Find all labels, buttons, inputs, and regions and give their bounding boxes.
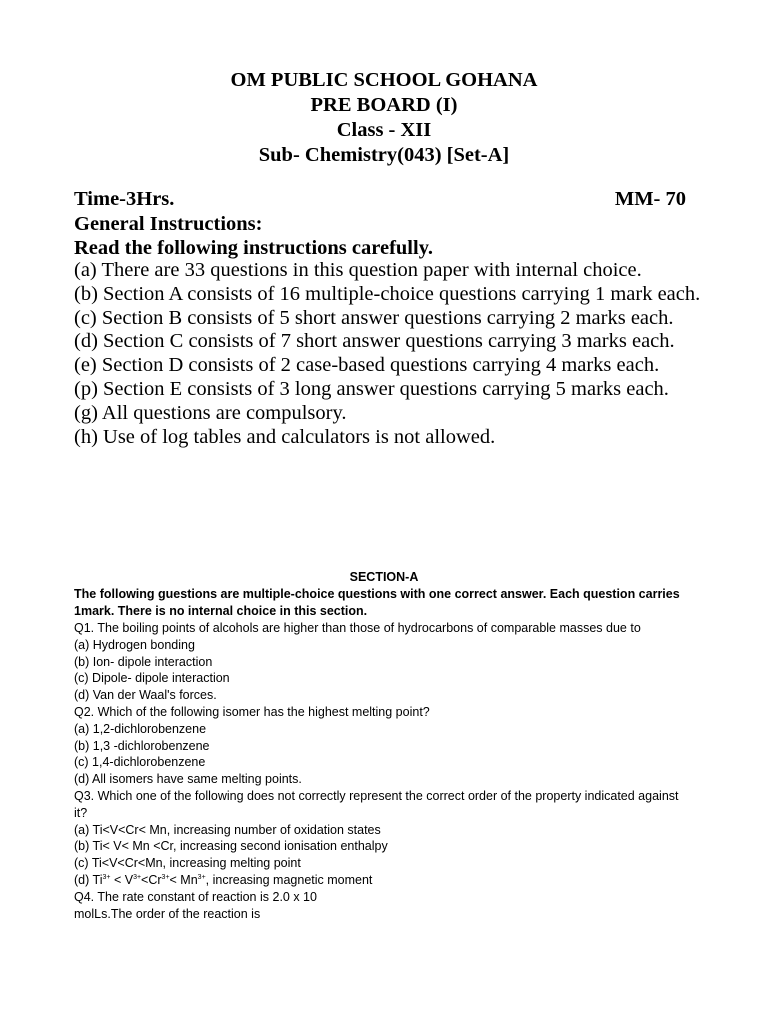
charge-superscript: 3+ xyxy=(102,873,111,881)
question-3-option: (c) Ti<V<Cr<Mn, increasing melting point xyxy=(74,856,301,871)
option-d-part: < V xyxy=(110,872,134,887)
instruction-item: (e) Section D consists of 2 case-based questions carrying 4 marks each. xyxy=(74,354,660,377)
question-3-option-d xyxy=(74,872,694,889)
question-3-option: (a) Ti<V<Cr< Mn, increasing number of oxidation states xyxy=(74,822,381,837)
charge-superscript: 3+ xyxy=(161,873,170,881)
instruction-item: (h) Use of log tables and calculators is not allowed. xyxy=(74,425,496,448)
charge-superscript: 3+ xyxy=(197,873,206,881)
option-d-part: <Cr xyxy=(141,872,162,887)
question-list xyxy=(74,620,694,922)
instruction-item: (p) Section E consists of 3 long answer questions carrying 5 marks each. xyxy=(74,377,669,400)
instruction-item: (g) All questions are compulsory. xyxy=(74,401,347,424)
section-a-intro: The following guestions are multiple-choice questions with one correct answer. Each question carries 1mark. There is no internal choice in this section. xyxy=(74,587,680,618)
option-d-suffix: , increasing magnetic moment xyxy=(205,872,373,887)
question-1-option: (c) Dipole- dipole interaction xyxy=(74,671,230,686)
option-d-prefix: (d) Ti xyxy=(74,872,103,887)
instructions-read-note: Read the following instructions carefully. xyxy=(74,237,433,259)
school-name: OM PUBLIC SCHOOL GOHANA xyxy=(230,69,538,91)
instruction-item: (a) There are 33 questions in this question paper with internal choice. xyxy=(74,259,642,281)
option-d-part: < Mn xyxy=(169,872,198,887)
question-4-text-continued: molLs.The order of the reaction is xyxy=(74,906,261,921)
paper-header xyxy=(0,68,768,168)
max-marks: MM- 70 xyxy=(614,188,686,210)
question-2-option: (d) All isomers have same melting points. xyxy=(74,772,302,787)
instructions-title: General Instructions: xyxy=(74,213,263,235)
meta-row xyxy=(74,187,686,212)
section-a-title: SECTION-A xyxy=(349,570,419,584)
question-2-option: (c) 1,4-dichlorobenzene xyxy=(74,755,206,770)
class-name: Class - XII xyxy=(336,119,432,141)
exam-name: PRE BOARD (I) xyxy=(310,94,458,116)
instruction-item: (d) Section C consists of 7 short answer questions carrying 3 marks each. xyxy=(74,330,675,353)
question-2-option: (a) 1,2-dichlorobenzene xyxy=(74,721,207,736)
instructions-list xyxy=(74,259,704,449)
instruction-item: (c) Section B consists of 5 short answer questions carrying 2 marks each. xyxy=(74,306,674,329)
question-2-option: (b) 1,3 -dichlorobenzene xyxy=(74,738,210,753)
question-3-text: Q3. Which one of the following does not correctly represent the correct order of the property indicated against it? xyxy=(74,788,679,820)
question-1-text: Q1. The boiling points of alcohols are higher than those of hydrocarbons of comparable masses due to xyxy=(74,621,641,635)
question-1-option: (a) Hydrogen bonding xyxy=(74,637,195,652)
question-2-text: Q2. Which of the following isomer has the highest melting point? xyxy=(74,704,430,719)
time-allowed: Time-3Hrs. xyxy=(74,188,175,210)
question-4-text: Q4. The rate constant of reaction is 2.0 x 10 xyxy=(74,889,317,904)
instruction-item: (b) Section A consists of 16 multiple-choice questions carrying 1 mark each. xyxy=(74,282,701,305)
question-3-option: (b) Ti< V< Mn <Cr, increasing second ionisation enthalpy xyxy=(74,839,388,854)
question-1-option: (b) Ion- dipole interaction xyxy=(74,654,213,669)
subject-name: Sub- Chemistry(043) [Set-A] xyxy=(258,144,510,166)
question-1-option: (d) Van der Waal's forces. xyxy=(74,688,217,703)
charge-superscript: 3+ xyxy=(133,873,142,881)
